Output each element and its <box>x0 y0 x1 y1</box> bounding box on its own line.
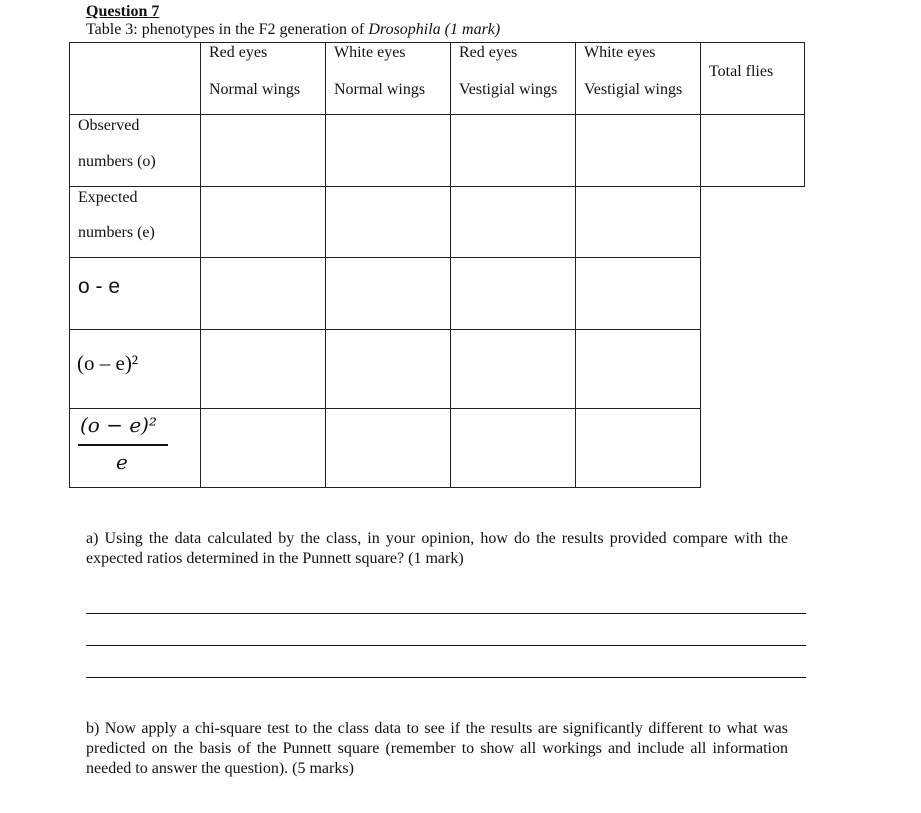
col-3-line1: Red eyes <box>459 44 518 61</box>
squared-cell-3[interactable] <box>450 329 576 409</box>
chi-formula-denominator: e <box>116 450 128 474</box>
squared-cell-1[interactable] <box>200 329 326 409</box>
header-corner-cell <box>69 42 201 115</box>
chi-cell-1[interactable] <box>200 408 326 488</box>
o-minus-e-cell-3[interactable] <box>450 257 576 330</box>
answer-line-2[interactable] <box>86 645 806 646</box>
o-minus-e-cell-2[interactable] <box>325 257 451 330</box>
o-minus-e-cell-1[interactable] <box>200 257 326 330</box>
squared-cell-4[interactable] <box>575 329 701 409</box>
row-expected-line2: numbers (e) <box>78 224 155 241</box>
observed-cell-3[interactable] <box>450 114 576 187</box>
expected-cell-1[interactable] <box>200 186 326 258</box>
chi-cell-4[interactable] <box>575 408 701 488</box>
observed-cell-4[interactable] <box>575 114 701 187</box>
col-4-line2: Vestigial wings <box>584 81 683 98</box>
col-2-line1: White eyes <box>334 44 406 61</box>
chi-cell-3[interactable] <box>450 408 576 488</box>
chi-formula-fraction-bar <box>78 444 168 446</box>
observed-total-cell[interactable] <box>700 114 805 187</box>
o-minus-e-cell-4[interactable] <box>575 257 701 330</box>
question-a-text: a) Using the data calculated by the class, in your opinion, how do the results provided compare with the expected ratios determined in the Punnett square? (1 mark) <box>86 530 788 567</box>
col-4-line1: White eyes <box>584 44 656 61</box>
chi-cell-2[interactable] <box>325 408 451 488</box>
row-observed-line1: Observed <box>78 117 140 134</box>
col-2-line2: Normal wings <box>334 81 426 98</box>
row-o-minus-e-label: o - e <box>78 275 121 298</box>
expected-cell-2[interactable] <box>325 186 451 258</box>
question-b-text: b) Now apply a chi-square test to the class data to see if the results are significantly different to what was predicted on the basis of the Punnett square (remember to show all workings and include all information needed to answer the question). (5 marks) <box>86 720 788 777</box>
squared-cell-2[interactable] <box>325 329 451 409</box>
col-3-line2: Vestigial wings <box>459 81 558 98</box>
expected-cell-3[interactable] <box>450 186 576 258</box>
col-1-line1: Red eyes <box>209 44 268 61</box>
col-1-line2: Normal wings <box>209 81 301 98</box>
caption-prefix: Table 3: phenotypes in the F2 generation of <box>86 21 369 38</box>
answer-line-3[interactable] <box>86 677 806 678</box>
expected-cell-4[interactable] <box>575 186 701 258</box>
chi-formula-numerator: (o − e)² <box>80 413 157 437</box>
observed-cell-2[interactable] <box>325 114 451 187</box>
total-header-label: Total flies <box>709 63 774 80</box>
question-title: Question 7 <box>86 3 160 20</box>
caption-species: Drosophila (1 mark) <box>368 21 501 38</box>
row-squared-label: (o – e)² <box>77 351 139 375</box>
row-expected-line1: Expected <box>78 189 138 206</box>
observed-cell-1[interactable] <box>200 114 326 187</box>
answer-line-1[interactable] <box>86 613 806 614</box>
row-observed-line2: numbers (o) <box>78 153 156 170</box>
